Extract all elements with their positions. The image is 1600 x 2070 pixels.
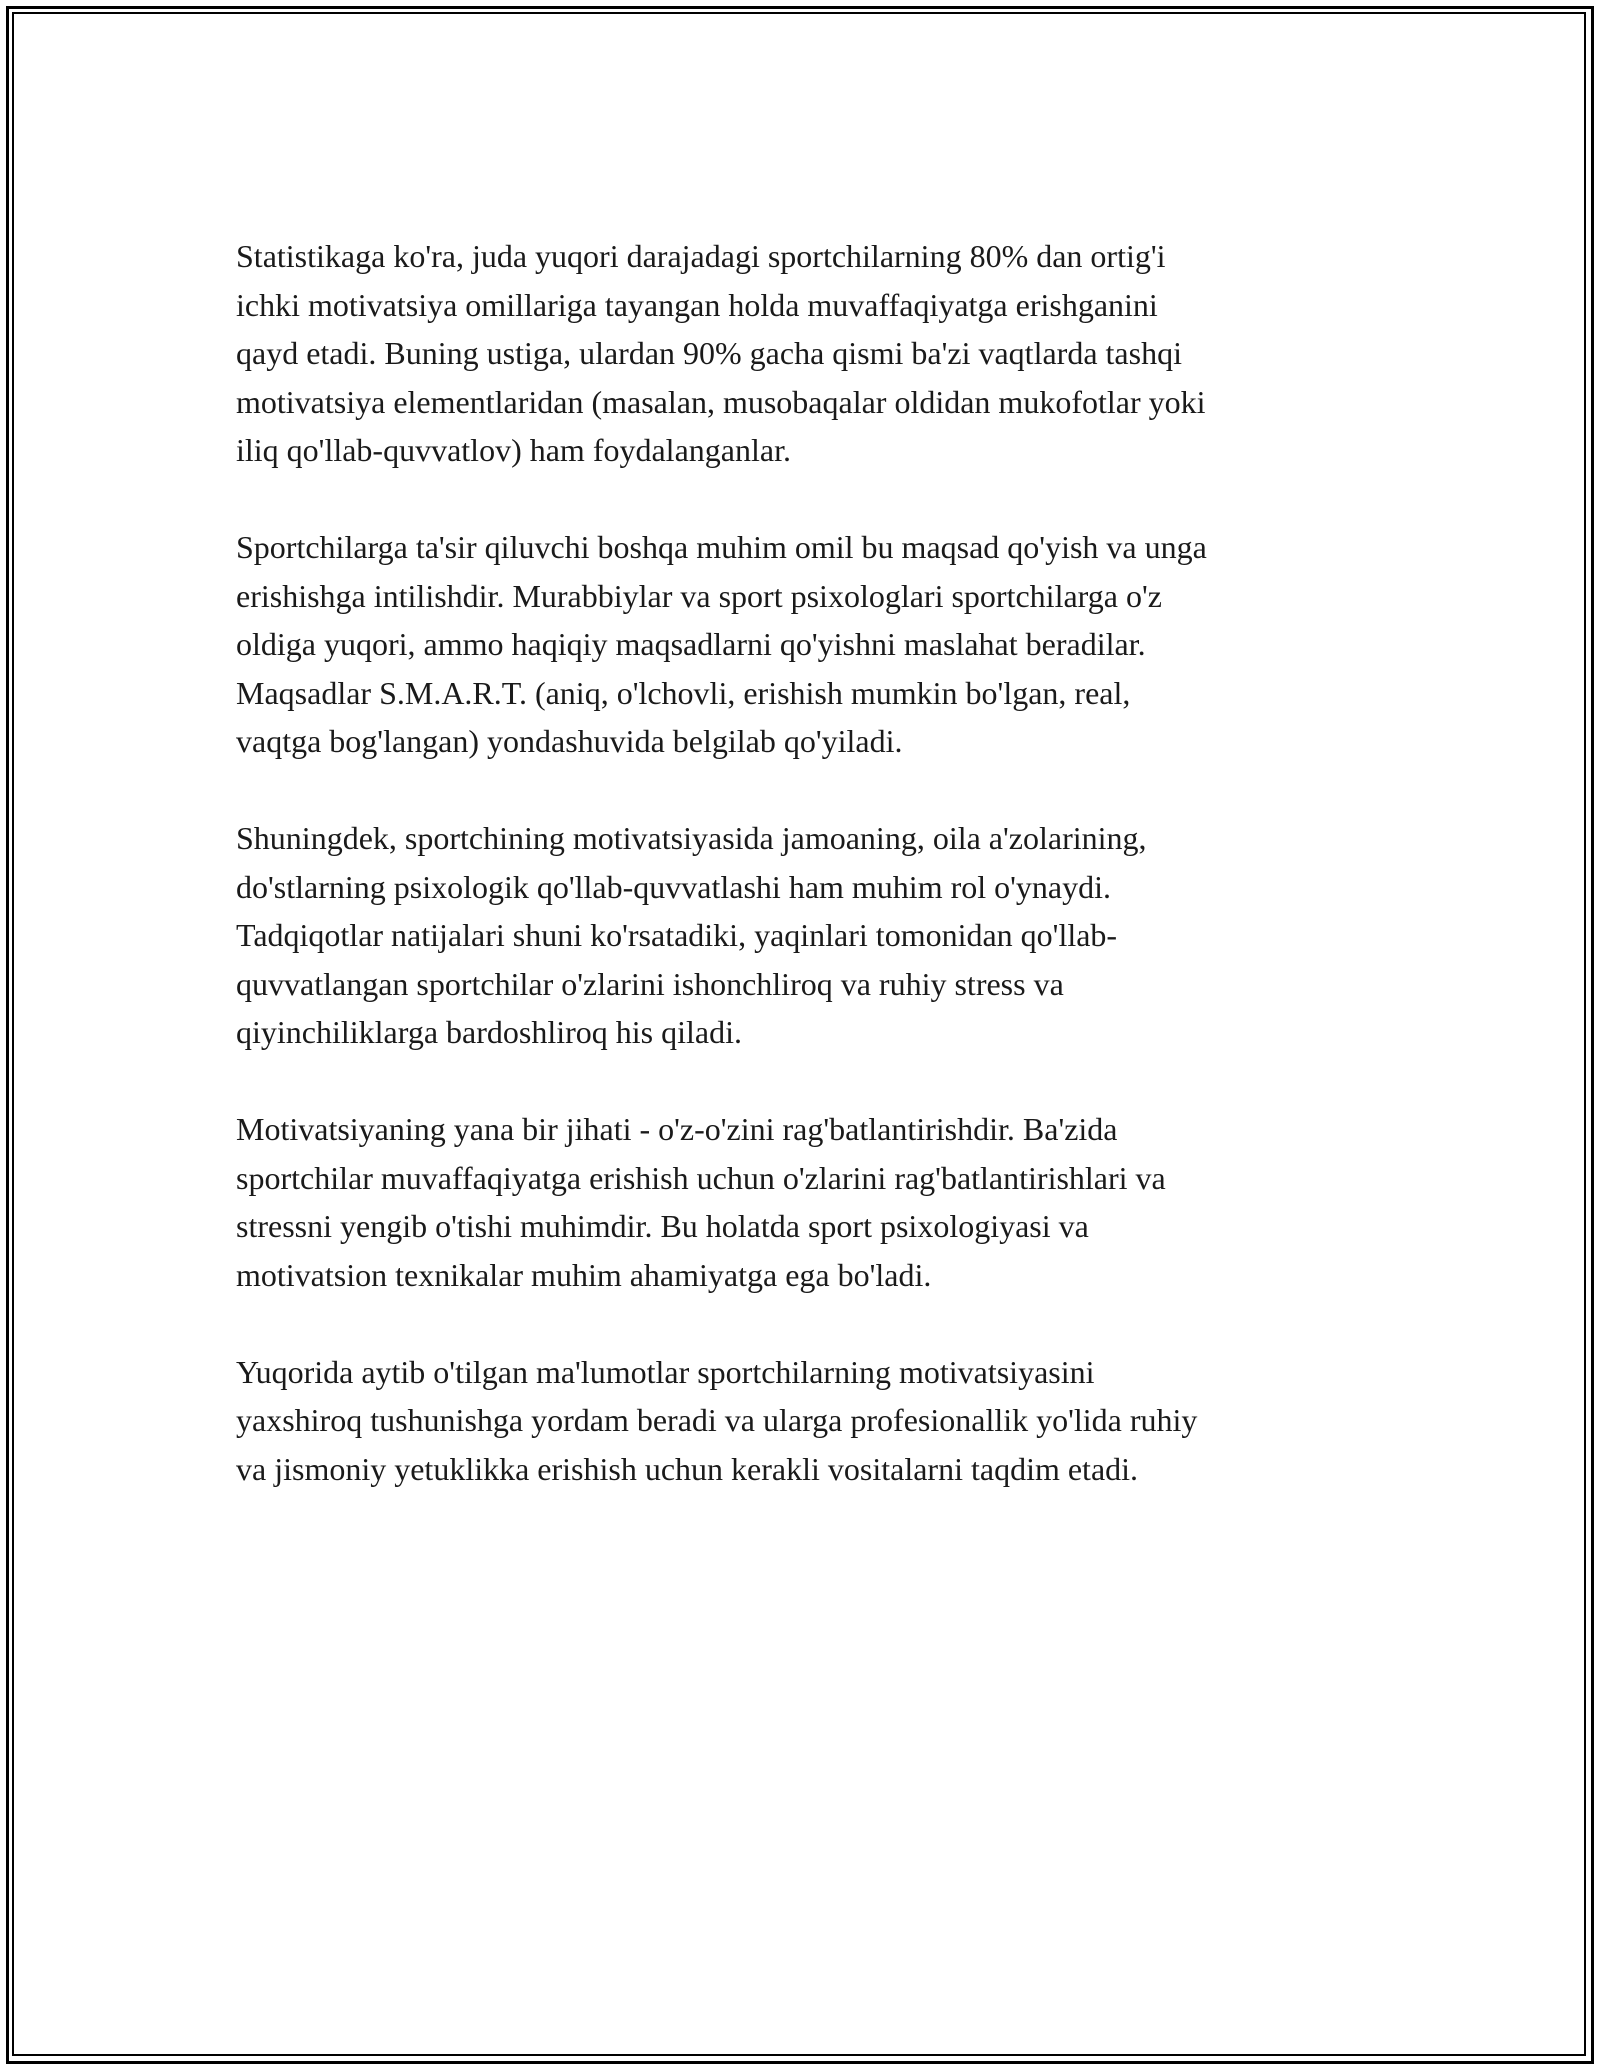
text-line: Motivatsiyaning yana bir jihati - o'z-o'zini rag'batlantirishdir. Ba'zida (236, 1111, 1118, 1147)
text-line: oldiga yuqori, ammo haqiqiy maqsadlarni qo'yishni maslahat beradilar. (236, 626, 1146, 662)
text-line: yaxshiroq tushunishga yordam beradi va ularga profesionallik yo'lida ruhiy (236, 1402, 1198, 1438)
text-line: quvvatlangan sportchilar o'zlarini ishonchliroq va ruhiy stress va (236, 965, 1064, 1002)
document-body (236, 232, 1366, 1542)
text-line: sportchilar muvaffaqiyatga erishish uchun o'zlarini rag'batlantirishlari va (236, 1159, 1166, 1196)
paragraph (236, 814, 1366, 1057)
text-line: Statistikaga ko'ra, juda yuqori darajadagi sportchilarning 80% dan ortig'i (236, 238, 1166, 274)
text-line: Sportchilarga ta'sir qiluvchi boshqa muhim omil bu maqsad qo'yish va unga (236, 529, 1207, 565)
paragraph (236, 1105, 1366, 1299)
paragraph (236, 523, 1366, 766)
text-line: Maqsadlar S.M.A.R.T. (aniq, o'lchovli, erishish mumkin bo'lgan, real, (236, 674, 1131, 711)
text-line: vaqtga bog'langan) yondashuvida belgilab qo'yiladi. (236, 723, 903, 759)
text-line: motivatsion texnikalar muhim ahamiyatga ega bo'ladi. (236, 1256, 932, 1293)
text-line: do'stlarning psixologik qo'llab-quvvatlashi ham muhim rol o'ynaydi. (236, 868, 1111, 905)
text-line: Tadqiqotlar natijalari shuni ko'rsatadiki, yaqinlari tomonidan qo'llab- (236, 917, 1118, 953)
text-line: va jismoniy yetuklikka erishish uchun kerakli vositalarni taqdim etadi. (236, 1450, 1139, 1487)
text-line: iliq qo'llab-quvvatlov) ham foydalanganlar. (236, 432, 791, 468)
paragraph (236, 232, 1366, 475)
text-line: motivatsiya elementlaridan (masalan, musobaqalar oldidan mukofotlar yoki (236, 383, 1206, 420)
text-line: Shuningdek, sportchining motivatsiyasida jamoaning, oila a'zolarining, (236, 820, 1147, 856)
paragraph (236, 1348, 1366, 1494)
text-line: ichki motivatsiya omillariga tayangan holda muvaffaqiyatga erishganini (236, 286, 1158, 323)
text-line: stressni yengib o'tishi muhimdir. Bu holatda sport psixologiyasi va (236, 1208, 1089, 1244)
text-line: Yuqorida aytib o'tilgan ma'lumotlar sportchilarning motivatsiyasini (236, 1353, 1095, 1390)
text-line: qayd etadi. Buning ustiga, ulardan 90% gacha qismi ba'zi vaqtlarda tashqi (236, 335, 1182, 371)
text-line: qiyinchiliklarga bardoshliroq his qiladi. (236, 1014, 742, 1050)
text-line: erishishga intilishdir. Murabbiylar va sport psixologlari sportchilarga o'z (236, 577, 1162, 614)
